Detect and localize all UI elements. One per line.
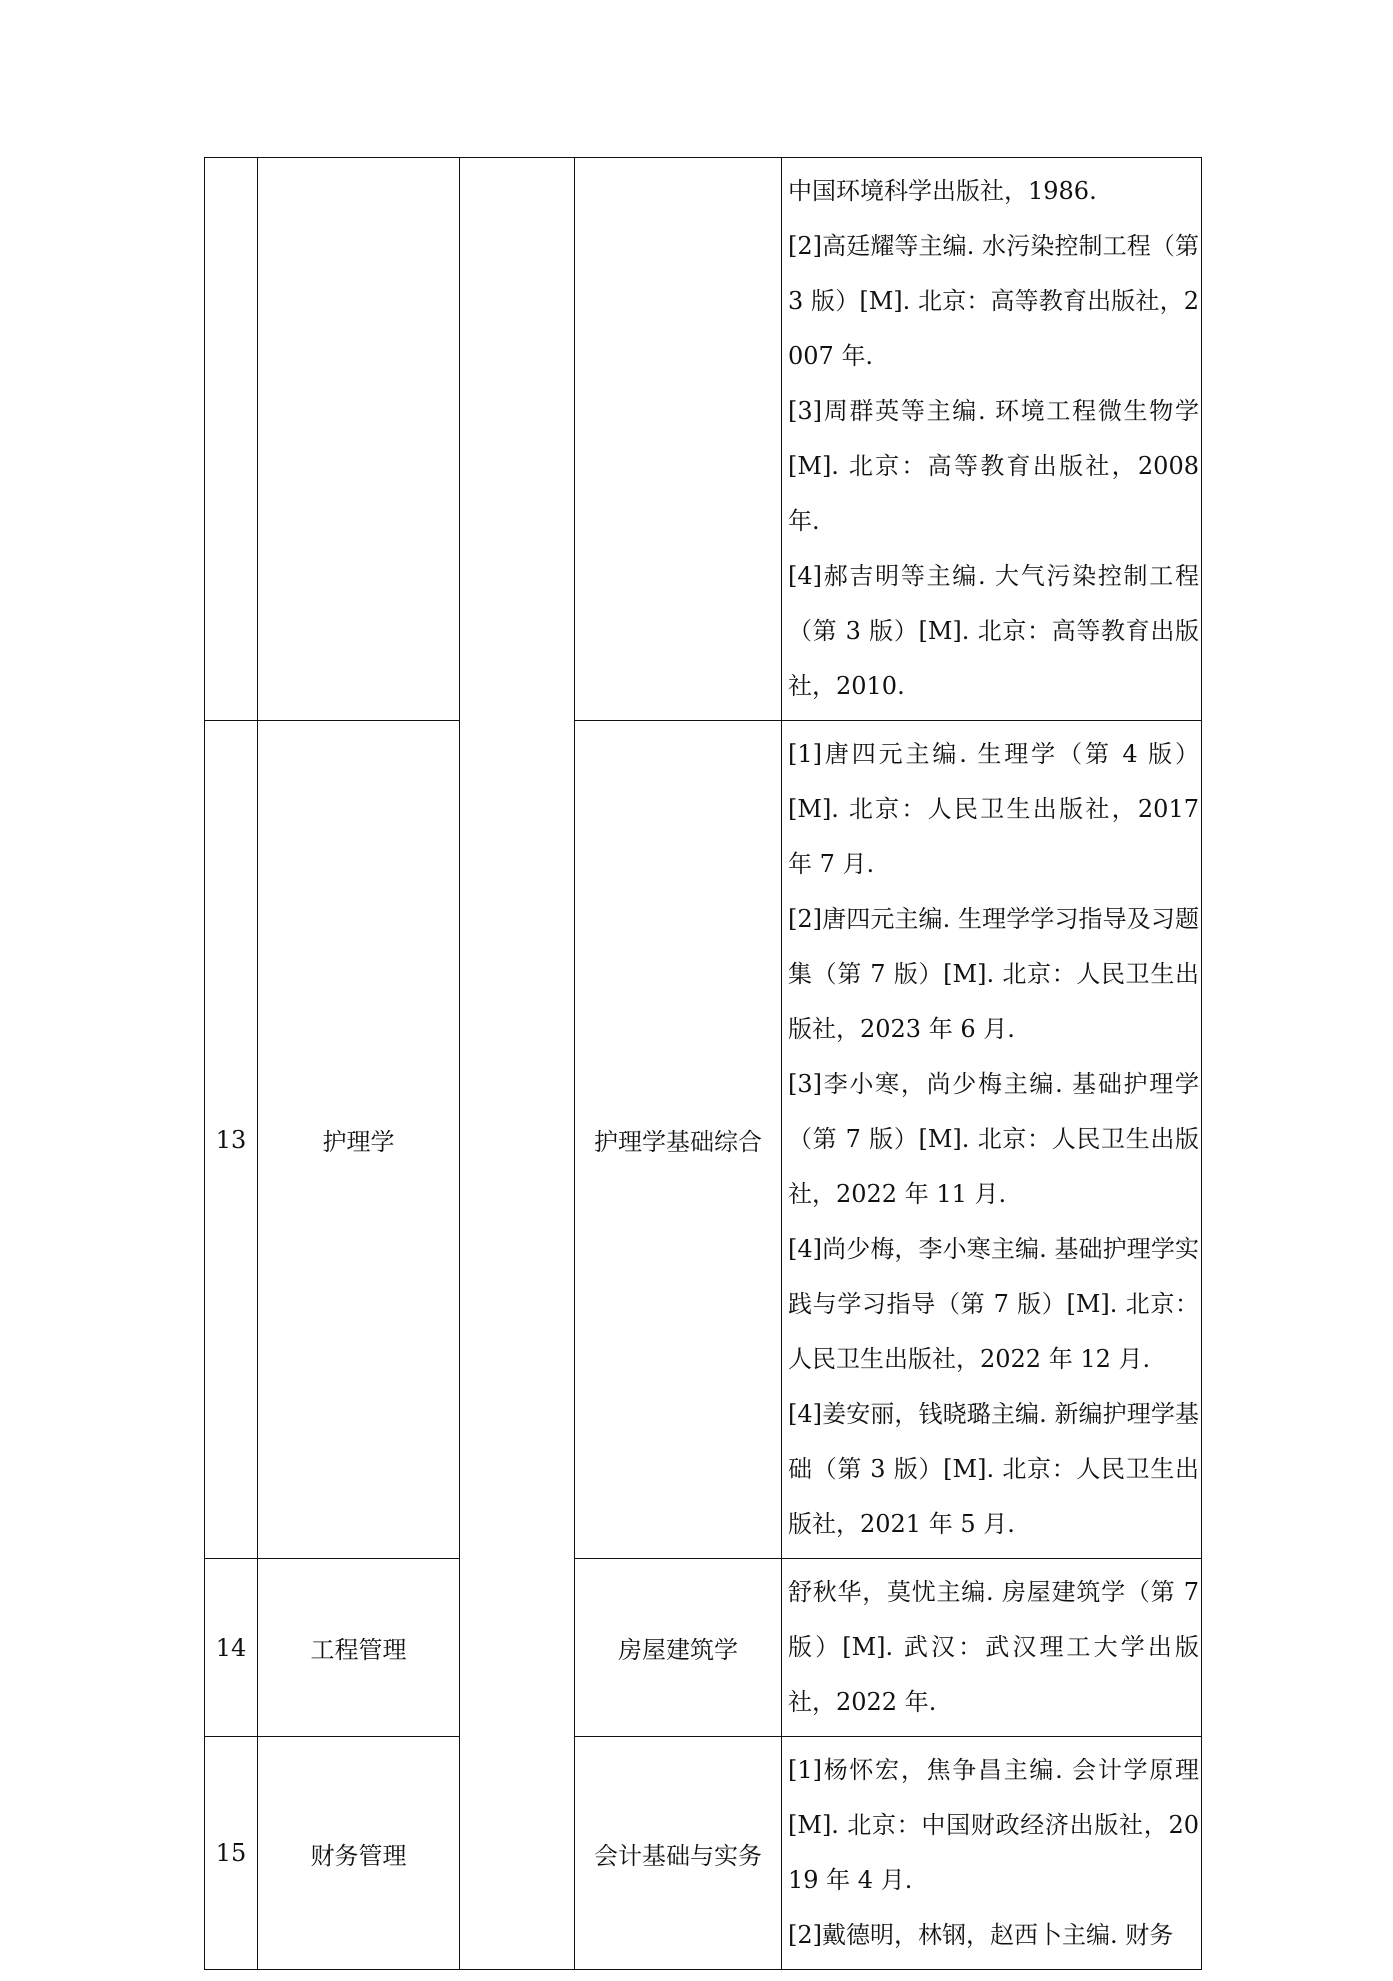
reference-entry: [2]戴德明，林钢，赵西卜主编. 财务 (788, 1921, 1174, 1949)
reference-entry: [1]杨怀宏，焦争昌主编. 会计学原理[M]. 北京：中国财政经济出版社，2019 年 4 月. (788, 1756, 1199, 1894)
references-cell (782, 1737, 1202, 1970)
references-cell (782, 158, 1202, 721)
course-cell (575, 158, 782, 721)
reference-entry: [4]尚少梅，李小寒主编. 基础护理学实践与学习指导（第 7 版）[M]. 北京：人民卫生出版社，2022 年 12 月. (788, 1235, 1199, 1373)
reference-table (204, 157, 1202, 1970)
reference-entry: [3]李小寒，尚少梅主编. 基础护理学（第 7 版）[M]. 北京：人民卫生出版社，2022 年 11 月. (788, 1070, 1199, 1208)
row-number-cell: 13 (205, 721, 258, 1559)
reference-entry: [4]郝吉明等主编. 大气污染控制工程（第 3 版）[M]. 北京：高等教育出版社，2010. (788, 562, 1199, 700)
merged-blank-cell (460, 158, 575, 1970)
table-row (205, 1559, 1202, 1737)
row-number-cell (205, 158, 258, 721)
row-number-cell: 15 (205, 1737, 258, 1970)
major-cell: 护理学 (258, 721, 460, 1559)
table-row (205, 721, 1202, 1559)
table-row (205, 158, 1202, 721)
major-cell: 财务管理 (258, 1737, 460, 1970)
reference-entry: [3]周群英等主编. 环境工程微生物学[M]. 北京：高等教育出版社，2008 年. (788, 397, 1199, 535)
references-cell (782, 1559, 1202, 1737)
major-cell: 工程管理 (258, 1559, 460, 1737)
major-cell (258, 158, 460, 721)
course-cell: 护理学基础综合 (575, 721, 782, 1559)
course-cell: 会计基础与实务 (575, 1737, 782, 1970)
reference-entry: [1]唐四元主编. 生理学（第 4 版）[M]. 北京：人民卫生出版社，2017 年 7 月. (788, 740, 1199, 878)
reference-entry: [4]姜安丽，钱晓璐主编. 新编护理学基础（第 3 版）[M]. 北京：人民卫生出版社，2021 年 5 月. (788, 1400, 1199, 1538)
reference-entry: 中国环境科学出版社，1986. (788, 177, 1097, 205)
course-cell: 房屋建筑学 (575, 1559, 782, 1737)
reference-entry: [2]唐四元主编. 生理学学习指导及习题集（第 7 版）[M]. 北京：人民卫生出版社，2023 年 6 月. (788, 905, 1199, 1043)
row-number-cell: 14 (205, 1559, 258, 1737)
references-cell (782, 721, 1202, 1559)
reference-entry: 舒秋华，莫忧主编. 房屋建筑学（第 7 版）[M]. 武汉：武汉理工大学出版社，2022 年. (788, 1578, 1199, 1716)
table-row (205, 1737, 1202, 1970)
reference-entry: [2]高廷耀等主编. 水污染控制工程（第 3 版）[M]. 北京：高等教育出版社，2007 年. (788, 232, 1199, 370)
